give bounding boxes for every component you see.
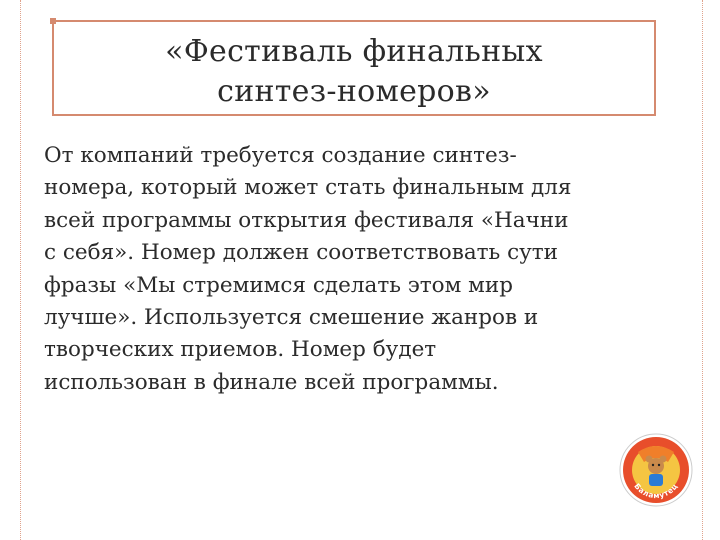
body-line: использован в финале всей программы. <box>44 369 499 395</box>
body-line: с себя». Номер должен соответствовать сути <box>44 240 559 266</box>
body-line: всей программы открытия фестиваля «Начни <box>44 207 569 233</box>
left-decorative-rule <box>20 0 22 540</box>
body-line: лучше». Используется смешение жанров и <box>44 305 539 331</box>
title-box <box>52 20 656 116</box>
body-line: От компаний требуется создание синтез- <box>44 143 517 168</box>
right-decorative-rule <box>702 0 704 540</box>
slide-body <box>44 140 684 399</box>
logo-text: Баламутец <box>632 481 680 501</box>
title-line-1: «Фестиваль финальных <box>165 34 543 69</box>
body-line: творческих приемов. Номер будет <box>44 337 437 363</box>
body-line: фразы «Мы стремимся сделать этом мир <box>44 272 514 298</box>
title-line-2: синтез-номеров» <box>217 74 491 109</box>
body-line: номера, который может стать финальным для <box>44 175 572 201</box>
slide-title <box>54 32 654 112</box>
festival-emblem-icon <box>618 432 694 508</box>
